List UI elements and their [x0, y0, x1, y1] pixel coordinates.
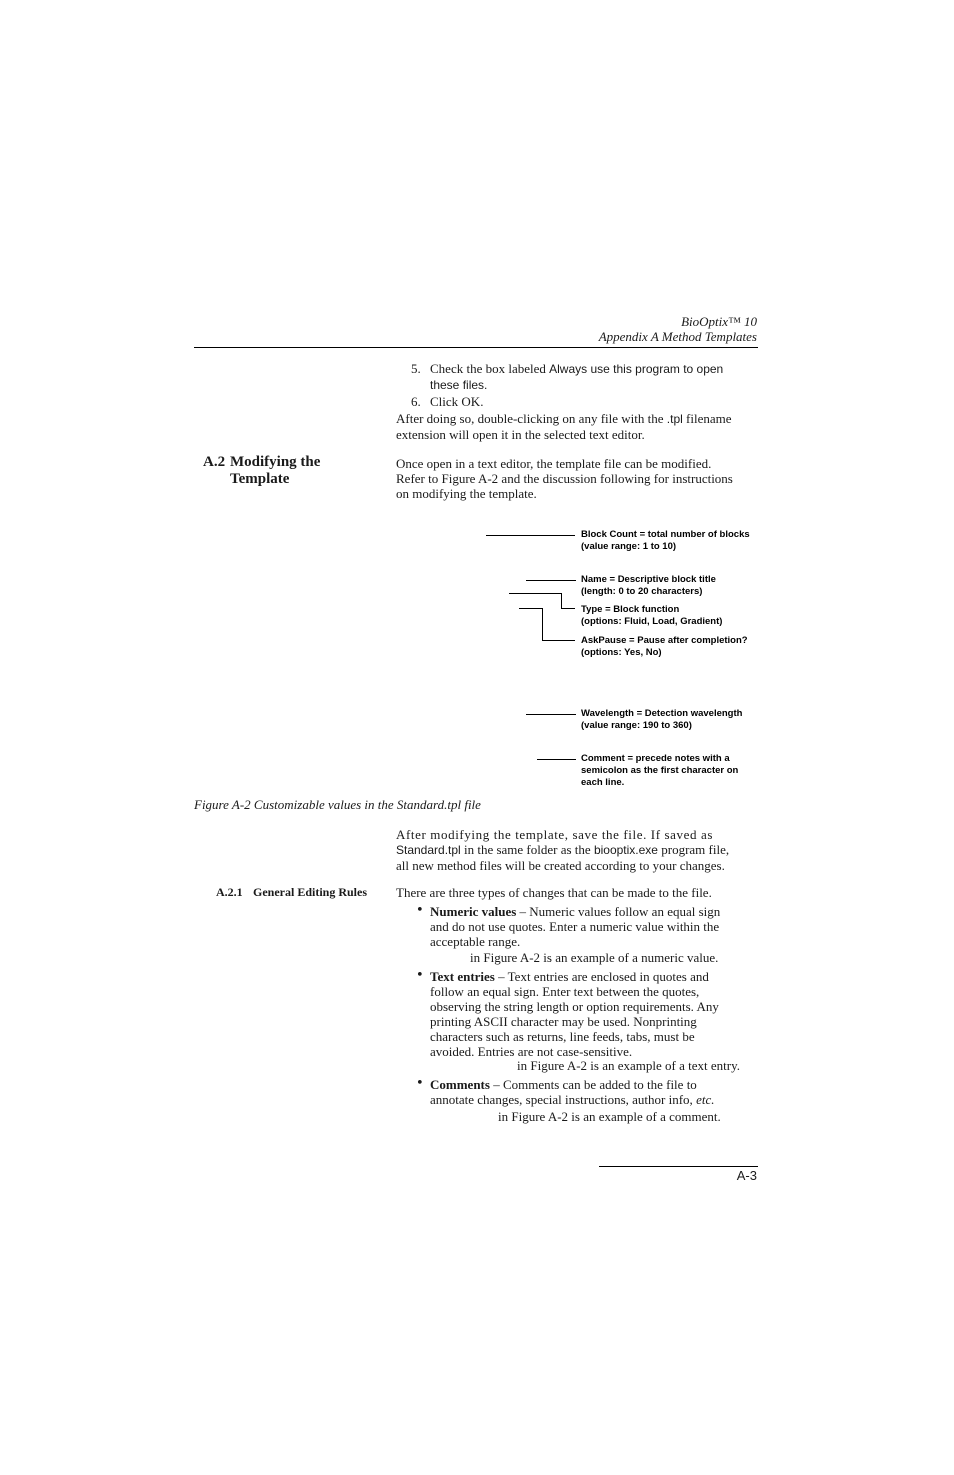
- subsection-title: General Editing Rules: [253, 885, 368, 899]
- leader-line: [509, 593, 562, 594]
- callout-wavelength: Wavelength = Detection wavelength (value range: 190 to 360): [581, 708, 743, 731]
- callout-name: Name = Descriptive block title (length: 0 to 20 characters): [581, 574, 716, 597]
- bullet-example: in Figure A-2 is an example of a numeric value.: [470, 950, 719, 965]
- leader-line: [526, 580, 576, 581]
- header-rule: [194, 347, 758, 348]
- section-number: A.2: [203, 454, 226, 470]
- bullet-text: Text entries – Text entries are enclosed in quotes and follow an equal sign. Enter text between the quotes, observing the string length or option requirements. Any printing ASCII character may be used. Nonprinting characters such as returns, line feeds, tabs, must be avoided. Entries are not case-sensitive.: [430, 969, 719, 1059]
- callout-block-count: Block Count = total number of blocks (value range: 1 to 10): [581, 529, 750, 552]
- callout-type: Type = Block function (options: Fluid, Load, Gradient): [581, 604, 723, 627]
- step-number: 6.: [411, 394, 421, 409]
- bullet-marker: •: [416, 903, 424, 918]
- bullet-example: in Figure A-2 is an example of a text entry.: [517, 1058, 740, 1073]
- bullet-marker: •: [416, 968, 424, 983]
- leader-line: [486, 535, 575, 536]
- running-header-product: BioOptix™ 10: [681, 314, 757, 329]
- bullet-text: Comments – Comments can be added to the file to annotate changes, special instructions, author info, etc.: [430, 1077, 715, 1107]
- bullet-marker: •: [416, 1076, 424, 1091]
- paragraph: There are three types of changes that can be made to the file.: [396, 885, 712, 900]
- page-number: A-3: [736, 1168, 757, 1183]
- step-text: Check the box labeled Always use this program to open these files.: [430, 361, 724, 392]
- leader-line: [526, 714, 576, 715]
- callout-askpause: AskPause = Pause after completion? (options: Yes, No): [581, 635, 748, 658]
- leader-line: [519, 608, 543, 609]
- leader-line: [542, 640, 575, 641]
- leader-line: [537, 759, 576, 760]
- callout-comment: Comment = precede notes with a semicolon as the first character on each line.: [581, 753, 739, 788]
- figure-caption: Figure A-2 Customizable values in the Standard.tpl file: [194, 797, 481, 812]
- leader-line: [542, 608, 543, 641]
- footer-rule: [599, 1166, 758, 1167]
- leader-line: [561, 593, 562, 609]
- step-number: 5.: [411, 361, 421, 376]
- section-title: Modifying the Template: [230, 454, 321, 487]
- leader-line: [561, 608, 575, 609]
- subsection-number: A.2.1: [216, 885, 243, 899]
- paragraph: After modifying the template, save the file. If saved as Standard.tpl in the same folder as the biooptix.exe program file, all new method files will be created according to your changes.: [396, 827, 730, 873]
- bullet-example: in Figure A-2 is an example of a comment.: [498, 1109, 721, 1124]
- bullet-text: Numeric values – Numeric values follow an equal sign and do not use quotes. Enter a numeric value within the acceptable range.: [430, 904, 721, 949]
- paragraph: After doing so, double-clicking on any file with the .tpl filename extension will open it in the selected text editor.: [396, 411, 732, 442]
- paragraph: Once open in a text editor, the template file can be modified. Refer to Figure A-2 and the discussion following for instructions on modifying the template.: [396, 456, 733, 501]
- step-text: Click OK.: [430, 394, 484, 409]
- running-header-section: Appendix A Method Templates: [598, 329, 757, 344]
